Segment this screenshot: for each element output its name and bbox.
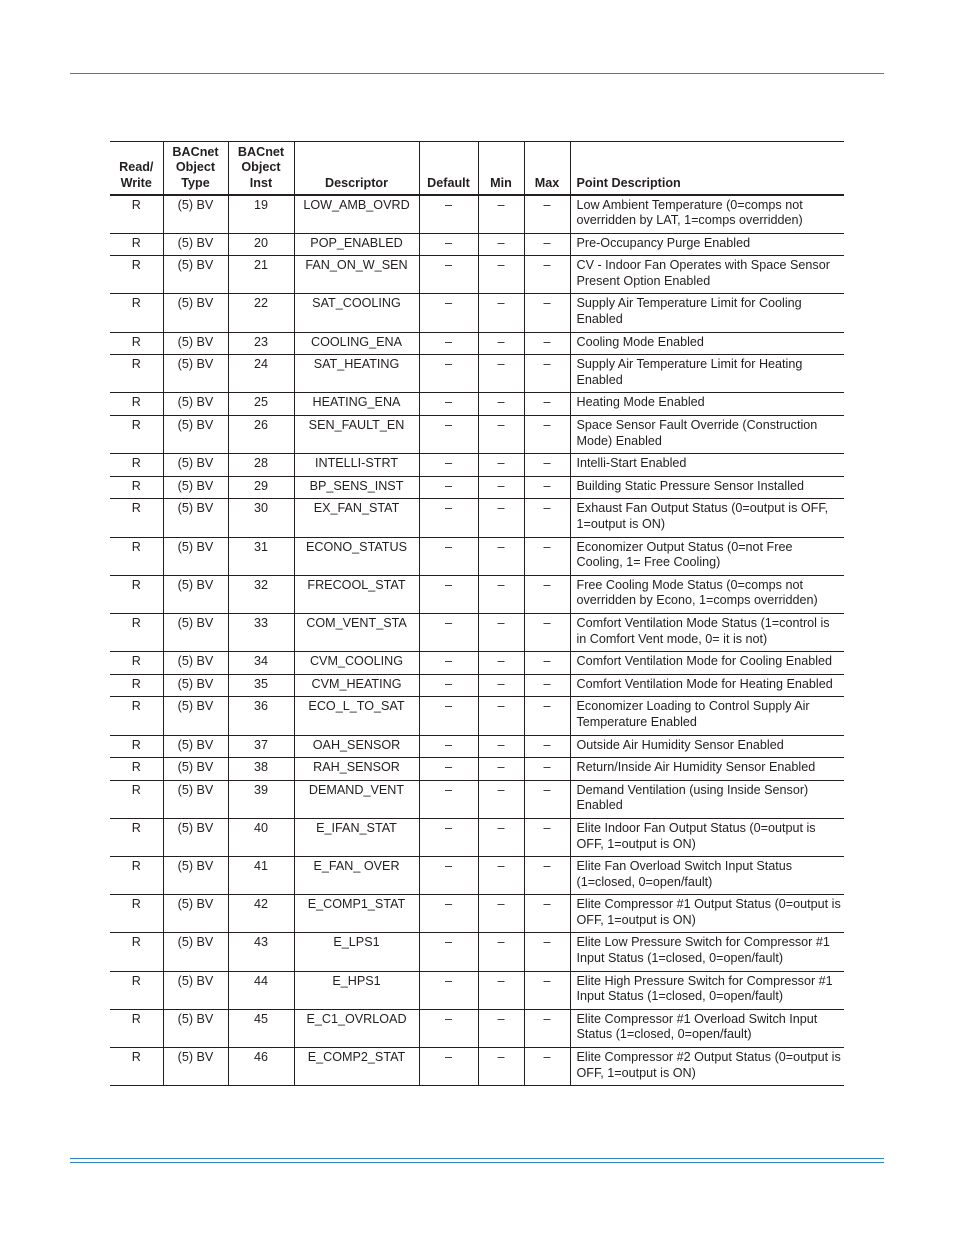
table-row <box>110 971 844 1009</box>
cell-max: – <box>524 674 570 697</box>
cell-read-write: R <box>110 476 163 499</box>
cell-read-write: R <box>110 575 163 613</box>
cell-object-inst: 41 <box>228 857 294 895</box>
header-object-inst: BACnet Object Inst <box>228 142 294 195</box>
cell-max: – <box>524 537 570 575</box>
cell-descriptor: E_HPS1 <box>294 971 419 1009</box>
cell-max: – <box>524 818 570 856</box>
cell-point-description: Supply Air Temperature Limit for Heating Enabled <box>570 355 844 393</box>
cell-point-description: Comfort Ventilation Mode for Heating Enabled <box>570 674 844 697</box>
table-row <box>110 1009 844 1047</box>
cell-object-type: (5) BV <box>163 697 228 735</box>
cell-object-type: (5) BV <box>163 818 228 856</box>
cell-object-inst: 26 <box>228 416 294 454</box>
cell-descriptor: LOW_AMB_OVRD <box>294 195 419 234</box>
cell-read-write: R <box>110 256 163 294</box>
cell-default: – <box>419 971 478 1009</box>
cell-object-inst: 45 <box>228 1009 294 1047</box>
cell-object-inst: 44 <box>228 971 294 1009</box>
cell-default: – <box>419 256 478 294</box>
table-row <box>110 256 844 294</box>
table-row <box>110 780 844 818</box>
cell-descriptor: FAN_ON_W_SEN <box>294 256 419 294</box>
cell-default: – <box>419 294 478 332</box>
cell-object-type: (5) BV <box>163 499 228 537</box>
cell-read-write: R <box>110 735 163 758</box>
table-row <box>110 416 844 454</box>
table-row <box>110 652 844 675</box>
cell-point-description: Intelli-Start Enabled <box>570 454 844 477</box>
cell-object-type: (5) BV <box>163 416 228 454</box>
cell-point-description: Free Cooling Mode Status (0=comps not overridden by Econo, 1=comps overridden) <box>570 575 844 613</box>
cell-point-description: Elite Low Pressure Switch for Compressor #1 Input Status (1=closed, 0=open/fault) <box>570 933 844 971</box>
cell-object-inst: 28 <box>228 454 294 477</box>
cell-default: – <box>419 416 478 454</box>
cell-descriptor: E_IFAN_STAT <box>294 818 419 856</box>
cell-object-type: (5) BV <box>163 454 228 477</box>
cell-object-type: (5) BV <box>163 355 228 393</box>
table-row <box>110 697 844 735</box>
cell-point-description: Cooling Mode Enabled <box>570 332 844 355</box>
cell-default: – <box>419 758 478 781</box>
cell-descriptor: SEN_FAULT_EN <box>294 416 419 454</box>
cell-read-write: R <box>110 933 163 971</box>
cell-read-write: R <box>110 454 163 477</box>
cell-read-write: R <box>110 355 163 393</box>
table-row <box>110 233 844 256</box>
table-row <box>110 537 844 575</box>
cell-point-description: Exhaust Fan Output Status (0=output is OFF, 1=output is ON) <box>570 499 844 537</box>
cell-point-description: Elite Compressor #1 Output Status (0=output is OFF, 1=output is ON) <box>570 895 844 933</box>
cell-object-type: (5) BV <box>163 857 228 895</box>
cell-default: – <box>419 933 478 971</box>
cell-descriptor: COOLING_ENA <box>294 332 419 355</box>
cell-max: – <box>524 780 570 818</box>
cell-object-inst: 31 <box>228 537 294 575</box>
cell-point-description: Comfort Ventilation Mode Status (1=control is in Comfort Vent mode, 0= it is not) <box>570 613 844 651</box>
cell-default: – <box>419 1048 478 1086</box>
cell-point-description: Economizer Loading to Control Supply Air Temperature Enabled <box>570 697 844 735</box>
cell-object-type: (5) BV <box>163 575 228 613</box>
cell-descriptor: SAT_HEATING <box>294 355 419 393</box>
cell-descriptor: RAH_SENSOR <box>294 758 419 781</box>
cell-min: – <box>478 735 524 758</box>
cell-max: – <box>524 256 570 294</box>
cell-min: – <box>478 393 524 416</box>
table-row <box>110 332 844 355</box>
cell-read-write: R <box>110 499 163 537</box>
cell-min: – <box>478 332 524 355</box>
cell-object-type: (5) BV <box>163 613 228 651</box>
table-row <box>110 933 844 971</box>
cell-descriptor: CVM_COOLING <box>294 652 419 675</box>
cell-min: – <box>478 857 524 895</box>
cell-object-inst: 39 <box>228 780 294 818</box>
cell-min: – <box>478 355 524 393</box>
cell-object-inst: 34 <box>228 652 294 675</box>
cell-descriptor: OAH_SENSOR <box>294 735 419 758</box>
cell-read-write: R <box>110 195 163 234</box>
cell-object-type: (5) BV <box>163 1048 228 1086</box>
cell-object-inst: 32 <box>228 575 294 613</box>
cell-object-inst: 22 <box>228 294 294 332</box>
cell-default: – <box>419 499 478 537</box>
cell-descriptor: E_COMP2_STAT <box>294 1048 419 1086</box>
cell-default: – <box>419 195 478 234</box>
bacnet-points-table <box>110 141 844 1086</box>
cell-object-type: (5) BV <box>163 256 228 294</box>
cell-point-description: Outside Air Humidity Sensor Enabled <box>570 735 844 758</box>
cell-object-inst: 21 <box>228 256 294 294</box>
cell-point-description: CV - Indoor Fan Operates with Space Sensor Present Option Enabled <box>570 256 844 294</box>
table-row <box>110 499 844 537</box>
cell-point-description: Elite Compressor #1 Overload Switch Input Status (1=closed, 0=open/fault) <box>570 1009 844 1047</box>
table-row <box>110 613 844 651</box>
cell-point-description: Comfort Ventilation Mode for Cooling Enabled <box>570 652 844 675</box>
header-object-type: BACnet Object Type <box>163 142 228 195</box>
cell-max: – <box>524 393 570 416</box>
cell-read-write: R <box>110 857 163 895</box>
header-point-description: Point Description <box>570 142 844 195</box>
cell-object-inst: 46 <box>228 1048 294 1086</box>
cell-descriptor: INTELLI-STRT <box>294 454 419 477</box>
cell-min: – <box>478 758 524 781</box>
cell-default: – <box>419 575 478 613</box>
cell-point-description: Supply Air Temperature Limit for Cooling Enabled <box>570 294 844 332</box>
cell-object-inst: 25 <box>228 393 294 416</box>
cell-object-type: (5) BV <box>163 294 228 332</box>
cell-max: – <box>524 454 570 477</box>
cell-read-write: R <box>110 780 163 818</box>
cell-read-write: R <box>110 1009 163 1047</box>
header-read-write: Read/ Write <box>110 142 163 195</box>
cell-max: – <box>524 971 570 1009</box>
table-row <box>110 818 844 856</box>
cell-object-inst: 36 <box>228 697 294 735</box>
cell-min: – <box>478 1048 524 1086</box>
header-default: Default <box>419 142 478 195</box>
cell-min: – <box>478 697 524 735</box>
cell-object-inst: 38 <box>228 758 294 781</box>
cell-object-type: (5) BV <box>163 735 228 758</box>
table-row <box>110 355 844 393</box>
cell-default: – <box>419 857 478 895</box>
cell-object-inst: 30 <box>228 499 294 537</box>
cell-object-type: (5) BV <box>163 895 228 933</box>
cell-read-write: R <box>110 416 163 454</box>
table-row <box>110 454 844 477</box>
cell-default: – <box>419 780 478 818</box>
cell-default: – <box>419 233 478 256</box>
table-row <box>110 735 844 758</box>
cell-object-type: (5) BV <box>163 195 228 234</box>
header-min: Min <box>478 142 524 195</box>
cell-point-description: Low Ambient Temperature (0=comps not overridden by LAT, 1=comps overridden) <box>570 195 844 234</box>
cell-read-write: R <box>110 652 163 675</box>
table-body <box>110 195 844 1086</box>
table-row <box>110 758 844 781</box>
cell-max: – <box>524 613 570 651</box>
cell-min: – <box>478 1009 524 1047</box>
cell-read-write: R <box>110 895 163 933</box>
cell-descriptor: BP_SENS_INST <box>294 476 419 499</box>
cell-min: – <box>478 294 524 332</box>
cell-object-inst: 19 <box>228 195 294 234</box>
cell-read-write: R <box>110 537 163 575</box>
cell-object-inst: 23 <box>228 332 294 355</box>
cell-min: – <box>478 233 524 256</box>
cell-read-write: R <box>110 674 163 697</box>
table-row <box>110 857 844 895</box>
cell-descriptor: E_C1_OVRLOAD <box>294 1009 419 1047</box>
cell-descriptor: POP_ENABLED <box>294 233 419 256</box>
cell-descriptor: CVM_HEATING <box>294 674 419 697</box>
cell-min: – <box>478 195 524 234</box>
cell-point-description: Elite Compressor #2 Output Status (0=output is OFF, 1=output is ON) <box>570 1048 844 1086</box>
cell-point-description: Elite Indoor Fan Output Status (0=output is OFF, 1=output is ON) <box>570 818 844 856</box>
cell-max: – <box>524 233 570 256</box>
table-row <box>110 674 844 697</box>
header-rule <box>70 73 884 74</box>
cell-descriptor: E_LPS1 <box>294 933 419 971</box>
cell-object-inst: 24 <box>228 355 294 393</box>
table-row <box>110 895 844 933</box>
cell-default: – <box>419 332 478 355</box>
cell-descriptor: FRECOOL_STAT <box>294 575 419 613</box>
cell-object-inst: 37 <box>228 735 294 758</box>
cell-min: – <box>478 971 524 1009</box>
cell-min: – <box>478 674 524 697</box>
cell-point-description: Pre-Occupancy Purge Enabled <box>570 233 844 256</box>
cell-read-write: R <box>110 294 163 332</box>
cell-object-type: (5) BV <box>163 233 228 256</box>
cell-min: – <box>478 818 524 856</box>
cell-default: – <box>419 895 478 933</box>
header-max: Max <box>524 142 570 195</box>
cell-min: – <box>478 499 524 537</box>
cell-read-write: R <box>110 613 163 651</box>
cell-default: – <box>419 1009 478 1047</box>
cell-max: – <box>524 355 570 393</box>
cell-default: – <box>419 537 478 575</box>
cell-min: – <box>478 575 524 613</box>
cell-max: – <box>524 735 570 758</box>
cell-object-inst: 43 <box>228 933 294 971</box>
cell-object-type: (5) BV <box>163 758 228 781</box>
cell-min: – <box>478 476 524 499</box>
cell-object-inst: 42 <box>228 895 294 933</box>
cell-max: – <box>524 332 570 355</box>
cell-point-description: Space Sensor Fault Override (Construction Mode) Enabled <box>570 416 844 454</box>
cell-descriptor: COM_VENT_STA <box>294 613 419 651</box>
cell-point-description: Elite Fan Overload Switch Input Status (1=closed, 0=open/fault) <box>570 857 844 895</box>
cell-read-write: R <box>110 697 163 735</box>
cell-min: – <box>478 780 524 818</box>
cell-object-type: (5) BV <box>163 933 228 971</box>
cell-min: – <box>478 454 524 477</box>
cell-default: – <box>419 652 478 675</box>
footer-rule <box>70 1158 884 1163</box>
cell-object-type: (5) BV <box>163 780 228 818</box>
cell-read-write: R <box>110 971 163 1009</box>
cell-max: – <box>524 1048 570 1086</box>
cell-max: – <box>524 652 570 675</box>
cell-min: – <box>478 256 524 294</box>
cell-default: – <box>419 454 478 477</box>
cell-default: – <box>419 735 478 758</box>
cell-default: – <box>419 613 478 651</box>
cell-descriptor: EX_FAN_STAT <box>294 499 419 537</box>
cell-read-write: R <box>110 393 163 416</box>
cell-max: – <box>524 697 570 735</box>
cell-read-write: R <box>110 1048 163 1086</box>
cell-default: – <box>419 674 478 697</box>
cell-default: – <box>419 818 478 856</box>
cell-max: – <box>524 1009 570 1047</box>
cell-max: – <box>524 575 570 613</box>
cell-object-inst: 20 <box>228 233 294 256</box>
cell-point-description: Demand Ventilation (using Inside Sensor) Enabled <box>570 780 844 818</box>
cell-descriptor: HEATING_ENA <box>294 393 419 416</box>
table-row <box>110 393 844 416</box>
cell-object-type: (5) BV <box>163 1009 228 1047</box>
cell-min: – <box>478 613 524 651</box>
cell-max: – <box>524 758 570 781</box>
cell-max: – <box>524 857 570 895</box>
cell-point-description: Building Static Pressure Sensor Installed <box>570 476 844 499</box>
cell-max: – <box>524 933 570 971</box>
cell-descriptor: E_COMP1_STAT <box>294 895 419 933</box>
cell-object-type: (5) BV <box>163 537 228 575</box>
table-row <box>110 195 844 234</box>
cell-max: – <box>524 895 570 933</box>
table-row <box>110 294 844 332</box>
cell-object-type: (5) BV <box>163 674 228 697</box>
cell-descriptor: ECONO_STATUS <box>294 537 419 575</box>
cell-object-inst: 33 <box>228 613 294 651</box>
cell-default: – <box>419 355 478 393</box>
cell-read-write: R <box>110 332 163 355</box>
table-row <box>110 476 844 499</box>
cell-default: – <box>419 393 478 416</box>
cell-point-description: Return/Inside Air Humidity Sensor Enabled <box>570 758 844 781</box>
cell-object-type: (5) BV <box>163 971 228 1009</box>
table-row <box>110 1048 844 1086</box>
cell-read-write: R <box>110 758 163 781</box>
cell-object-type: (5) BV <box>163 393 228 416</box>
cell-min: – <box>478 652 524 675</box>
header-descriptor: Descriptor <box>294 142 419 195</box>
cell-object-inst: 40 <box>228 818 294 856</box>
cell-default: – <box>419 697 478 735</box>
table-row <box>110 575 844 613</box>
cell-max: – <box>524 294 570 332</box>
cell-object-type: (5) BV <box>163 652 228 675</box>
cell-max: – <box>524 499 570 537</box>
table-header-row <box>110 142 844 195</box>
cell-descriptor: E_FAN_ OVER <box>294 857 419 895</box>
cell-point-description: Elite High Pressure Switch for Compressor #1 Input Status (1=closed, 0=open/fault) <box>570 971 844 1009</box>
cell-max: – <box>524 476 570 499</box>
cell-read-write: R <box>110 818 163 856</box>
cell-min: – <box>478 895 524 933</box>
cell-object-type: (5) BV <box>163 332 228 355</box>
cell-read-write: R <box>110 233 163 256</box>
cell-min: – <box>478 537 524 575</box>
cell-max: – <box>524 416 570 454</box>
cell-descriptor: ECO_L_TO_SAT <box>294 697 419 735</box>
cell-object-inst: 29 <box>228 476 294 499</box>
cell-object-type: (5) BV <box>163 476 228 499</box>
cell-descriptor: DEMAND_VENT <box>294 780 419 818</box>
cell-point-description: Heating Mode Enabled <box>570 393 844 416</box>
cell-point-description: Economizer Output Status (0=not Free Cooling, 1= Free Cooling) <box>570 537 844 575</box>
cell-max: – <box>524 195 570 234</box>
cell-min: – <box>478 416 524 454</box>
cell-default: – <box>419 476 478 499</box>
cell-min: – <box>478 933 524 971</box>
cell-descriptor: SAT_COOLING <box>294 294 419 332</box>
cell-object-inst: 35 <box>228 674 294 697</box>
